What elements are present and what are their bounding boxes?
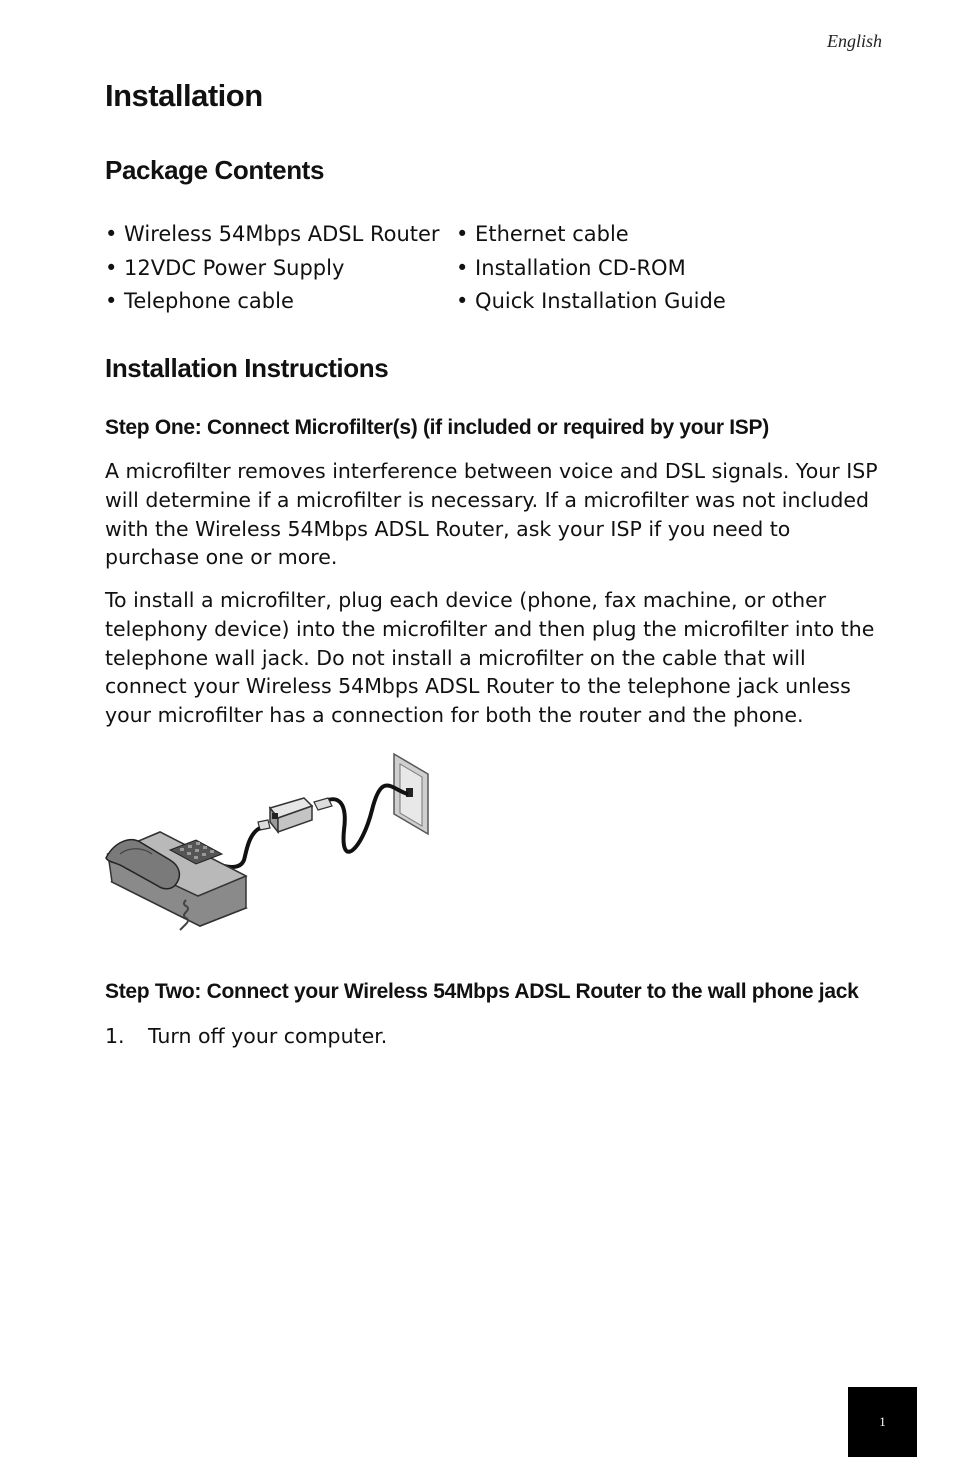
package-contents-list-right <box>456 218 726 319</box>
list-item <box>105 1022 387 1050</box>
installation-instructions-heading: Installation Instructions <box>105 353 389 383</box>
step-two-heading: Step Two: Connect your Wireless 54Mbps ADSL Router to the wall phone jack <box>105 980 859 1003</box>
page-number: 1 <box>879 1414 886 1429</box>
microfilter-illustration <box>100 750 440 935</box>
package-contents-list-left <box>105 218 440 319</box>
list-item: • Installation CD-ROM <box>456 255 686 280</box>
language-label: English <box>826 31 882 51</box>
list-item: • 12VDC Power Supply <box>105 255 345 280</box>
package-contents-heading: Package Contents <box>105 155 325 185</box>
list-item-number: 1. <box>105 1024 125 1048</box>
list-item: • Quick Installation Guide <box>456 289 726 313</box>
page-number-box <box>848 1387 917 1457</box>
page-title: Installation <box>105 78 263 113</box>
step-one-paragraph-1: A microfilter removes interference between voice and DSL signals. Your ISP will determine if a microfilter is necessary. If a microfilter was not included with the Wireless 54Mbps ADSL Router, ask your ISP if you need to purchase one or more. <box>105 459 878 570</box>
list-item-text: Turn off your computer. <box>148 1024 388 1048</box>
list-item: • Telephone cable <box>105 289 294 313</box>
list-item: • Wireless 54Mbps ADSL Router <box>105 222 440 246</box>
list-item: • Ethernet cable <box>456 222 629 246</box>
step-one-paragraph-2: To install a microfilter, plug each device (phone, fax machine, or other telephony device) into the microfilter and then plug the microfilter into the telephone wall jack. Do not install a microfilter on the cable that will connect your Wireless 54Mbps ADSL Router to the telephone jack unless your microfilter has a connection for both the router and the phone. <box>105 588 875 728</box>
step-one-heading: Step One: Connect Microfilter(s) (if included or required by your ISP) <box>105 416 769 439</box>
